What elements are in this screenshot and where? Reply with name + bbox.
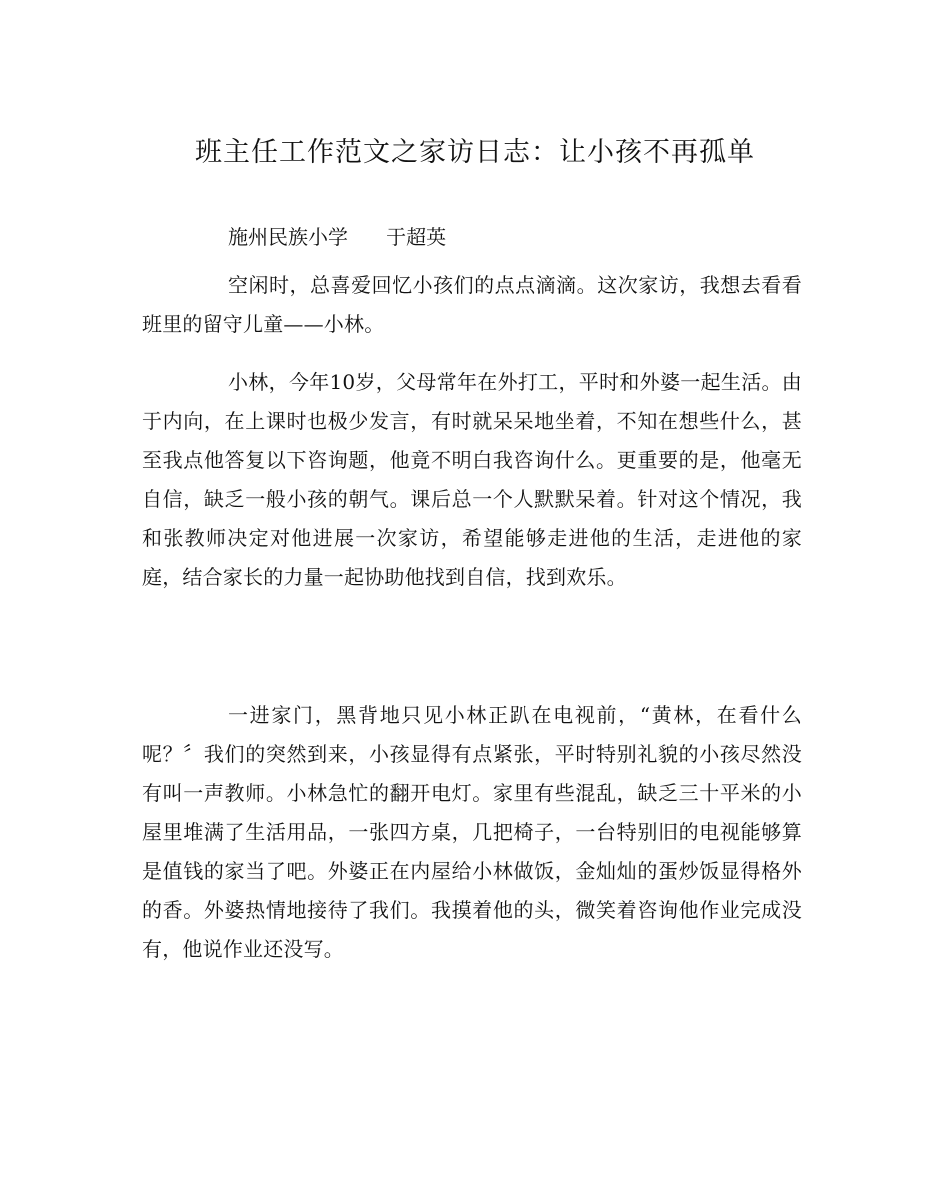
paragraph-2: 小林，今年10岁，父母常年在外打工，平时和外婆一起生活。由于内向，在上课时也极少发言，有时就呆呆地坐着，不知在想些什么，甚至我点他答复以下咨询题，他竟不明白我咨询什么。更重要的是，他毫无自信，缺乏一般小孩的朝气。课后总一个人默默呆着。针对这个情况，我和张教师决定对他进展一次家访，希望能够走进他的生活，走进他的家庭，结合家长的力量一起协助他找到自信，找到欢乐。 [142, 370, 802, 589]
paragraph-3: 一进家门，黑背地只见小林正趴在电视前，“黄林，在看什么呢？〞我们的突然到来，小孩显得有点紧张，平时特别礼貌的小孩尽然没有叫一声教师。小林急忙的翻开电灯。家里有些混乱，缺乏三十平米的小屋里堆满了生活用品，一张四方桌，几把椅子，一台特别旧的电视能够算是值钱的家当了吧。外婆正在内屋给小林做饭，金灿灿的蛋炒饭显得格外的香。外婆热情地接待了我们。我摸着他的头，微笑着咨询他作业完成没有，他说作业还没写。 [142, 703, 802, 961]
paragraph-1: 空闲时，总喜爱回忆小孩们的点点滴滴。这次家访，我想去看看班里的留守儿童——小林。 [142, 273, 802, 336]
author-line: 施州民族小学 于超英 [228, 225, 447, 249]
document-title: 班主任工作范文之家访日志：让小孩不再孤单 [195, 137, 755, 168]
